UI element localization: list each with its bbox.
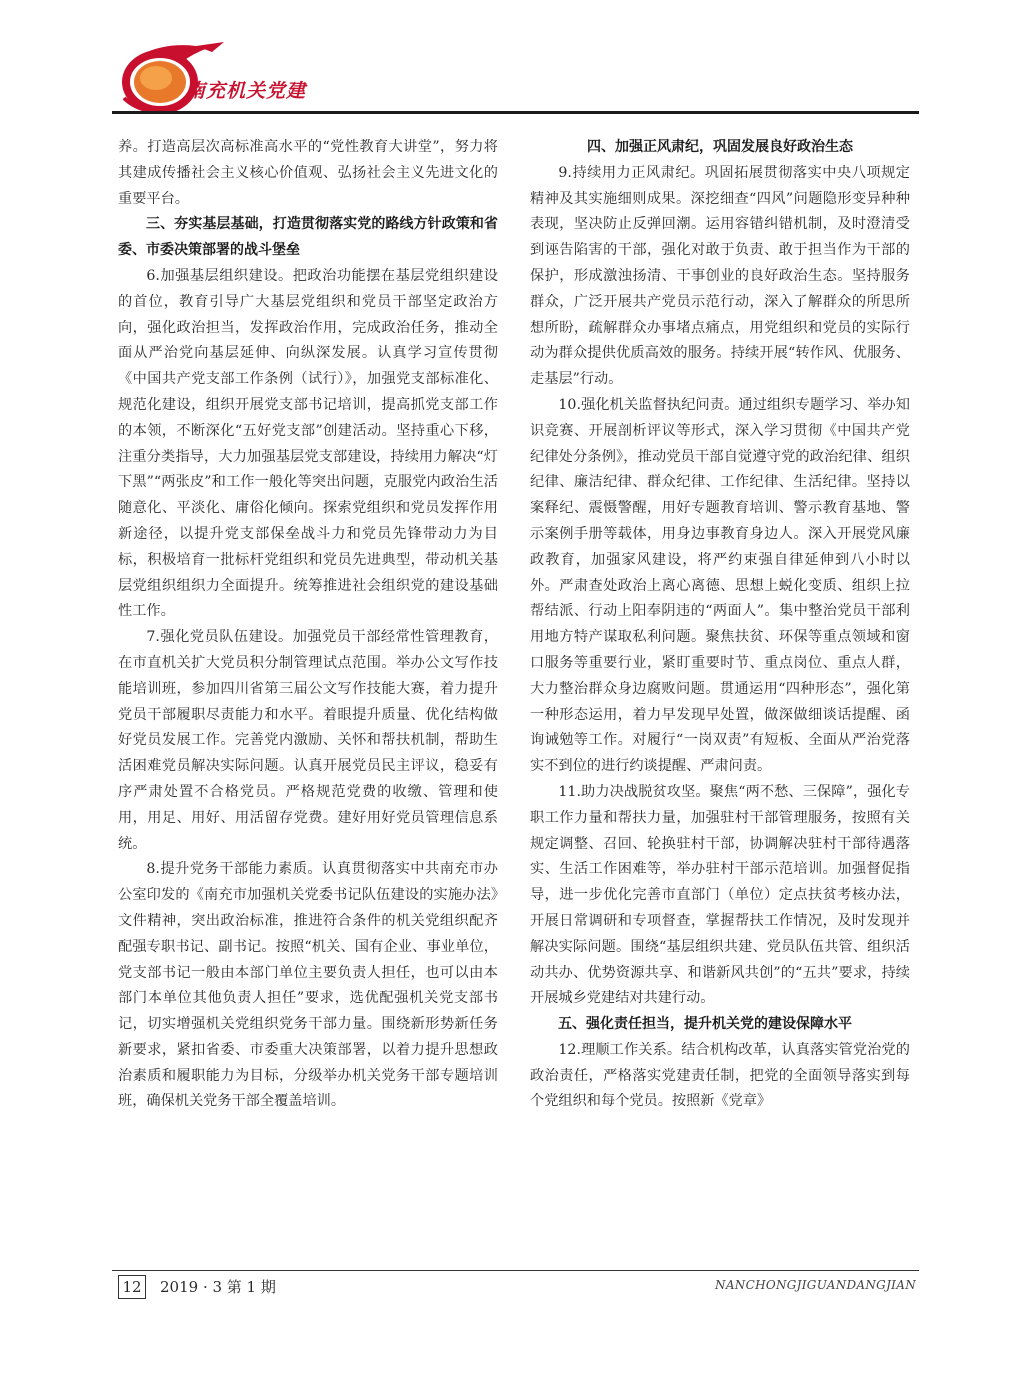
right-column	[530, 135, 910, 1115]
paragraph-6: 6.加强基层组织建设。把政治功能摆在基层党组织建设的首位，教育引导广大基层党组织和党员干部坚定政治方向，强化政治担当，发挥政治作用，完成政治任务，推动全面从严治党向基层延伸、向纵深发展。认真学习宣传贯彻《中国共产党支部工作条例（试行）》，加强党支部标准化、规范化建设，组织开展党支部书记培训，提高抓党支部工作的本领，不断深化“五好党支部”创建活动。坚持重心下移，注重分类指导，大力加强基层党支部建设，持续用力解决“灯下黑”“两张皮”和工作一般化等突出问题，克服党内政治生活随意化、平淡化、庸俗化倾向。探索党组织和党员发挥作用新途径，以提升党支部保垒战斗力和党员先锋带动力为目标，积极培育一批标杆党组织和党员先进典型，带动机关基层党组织组织力全面提升。统筹推进社会组织党的建设基础性工作。	[118, 267, 498, 620]
left-column	[118, 135, 498, 1115]
footer-pinyin: NANCHONGJIGUANDANGJIAN	[715, 1278, 916, 1292]
header-rule	[112, 111, 919, 114]
section-heading-3: 三、夯实基层基础，打造贯彻落实党的路线方针政策和省委、市委决策部署的战斗堡垒	[118, 216, 498, 259]
paragraph-9: 9.持续用力正风肃纪。巩固拓展贯彻落实中央八项规定精神及其实施细则成果。深挖细查“四风”问题隐形变异种种表现，坚决防止反弹回潮。运用容错纠错机制，及时澄清受到诬告陷害的干部，强化对敢于负责、敢于担当作为干部的保护，形成激浊扬清、干事创业的良好政治生态。坚持服务群众，广泛开展共产党员示范行动，深入了解群众的所思所想所盼，疏解群众办事堵点痛点，用党组织和党员的实际行动为群众提供优质高效的服务。持续开展“转作风、优服务、走基层”行动。	[530, 164, 910, 388]
section-heading-5: 五、强化责任担当，提升机关党的建设保障水平	[558, 1016, 852, 1033]
paragraph-11: 11.助力决战脱贫攻坚。聚焦“两不愁、三保障”，强化专职工作力量和帮扶力量，加强驻村干部管理服务，按照有关规定调整、召回、轮换驻村干部，协调解决驻村干部待遇落实、生活工作困难等，举办驻村干部示范培训。加强督促指导，进一步优化完善市直部门（单位）定点扶贫考核办法，开展日常调研和专项督查，掌握帮扶工作情况，及时发现并解决实际问题。围绕“基层组织共建、党员队伍共管、组织活动共办、优势资源共享、和谐新风共创”的“五共”要求，持续开展城乡党建结对共建行动。	[530, 783, 910, 1007]
magazine-title: 南充机关党建	[186, 80, 307, 102]
paragraph-12: 12.理顺工作关系。结合机构改革，认真落实管党治党的政治责任，严格落实党建责任制，把党的全面领导落实到每个党组织和每个党员。按照新《党章》	[530, 1041, 910, 1110]
paragraph-7: 7.强化党员队伍建设。加强党员干部经常性管理教育，在市直机关扩大党员积分制管理试点范围。举办公文写作技能培训班，参加四川省第三届公文写作技能大赛，着力提升党员干部履职尽责能力和水平。着眼提升质量、优化结构做好党员发展工作。完善党内激励、关怀和帮扶机制，帮助生活困难党员解决实际问题。认真开展党员民主评议，稳妥有序严肃处置不合格党员。严格规范党费的收缴、管理和使用，用足、用好、用活留存党费。建好用好党员管理信息系统。	[118, 629, 498, 852]
paragraph-10: 10.强化机关监督执纪问责。通过组织专题学习、举办知识竞赛、开展剖析评议等形式，深入学习贯彻《中国共产党纪律处分条例》，推动党员干部自觉遵守党的政治纪律、组织纪律、廉洁纪律、群众纪律、工作纪律、生活纪律。坚持以案释纪、震慑警醒，用好专题教育培训、警示教育基地、警示案例手册等载体，用身边事教育身边人。深入开展党风廉政教育，加强家风建设，将严约束强自律延伸到八小时以外。严肃查处政治上离心离德、思想上蜕化变质、组织上拉帮结派、行动上阳奉阴违的“两面人”。集中整治党员干部利用地方特产谋取私利问题。聚焦扶贫、环保等重点领域和窗口服务等重要行业，紧盯重要时节、重点岗位、重点人群，大力整治群众身边腐败问题。贯通运用“四种形态”，强化第一种形态运用，着力早发现早处置，做深做细谈话提醒、函询诫勉等工作。对履行“一岗双责”有短板、全面从严治党落实不到位的进行约谈提醒、严肃问责。	[530, 396, 910, 775]
issue-label: 2019 · 3 第 1 期	[160, 1278, 276, 1296]
page-number: 12	[118, 1275, 146, 1299]
paragraph-continued: 养。打造高层次高标准高水平的“党性教育大讲堂”，努力将其建成传播社会主义核心价值观、弘扬社会主义先进文化的重要平台。	[118, 139, 498, 207]
footer-rule	[112, 1270, 919, 1271]
paragraph-8: 8.提升党务干部能力素质。认真贯彻落实中共南充市办公室印发的《南充市加强机关党委书记队伍建设的实施办法》文件精神，突出政治标准，推进符合条件的机关党组织配齐配强专职书记、副书记。按照“机关、国有企业、事业单位，党支部书记一般由本部门单位主要负责人担任，也可以由本部门本单位其他负责人担任”要求，选优配强机关党支部书记，切实增强机关党组织党务干部力量。围绕新形势新任务新要求，紧扣省委、市委重大决策部署，以着力提升思想政治素质和履职能力为目标，分级举办机关党务干部专题培训班，确保机关党务干部全覆盖培训。	[118, 861, 498, 1110]
section-heading-4: 四、加强正风肃纪，巩固发展良好政治生态	[587, 139, 853, 155]
